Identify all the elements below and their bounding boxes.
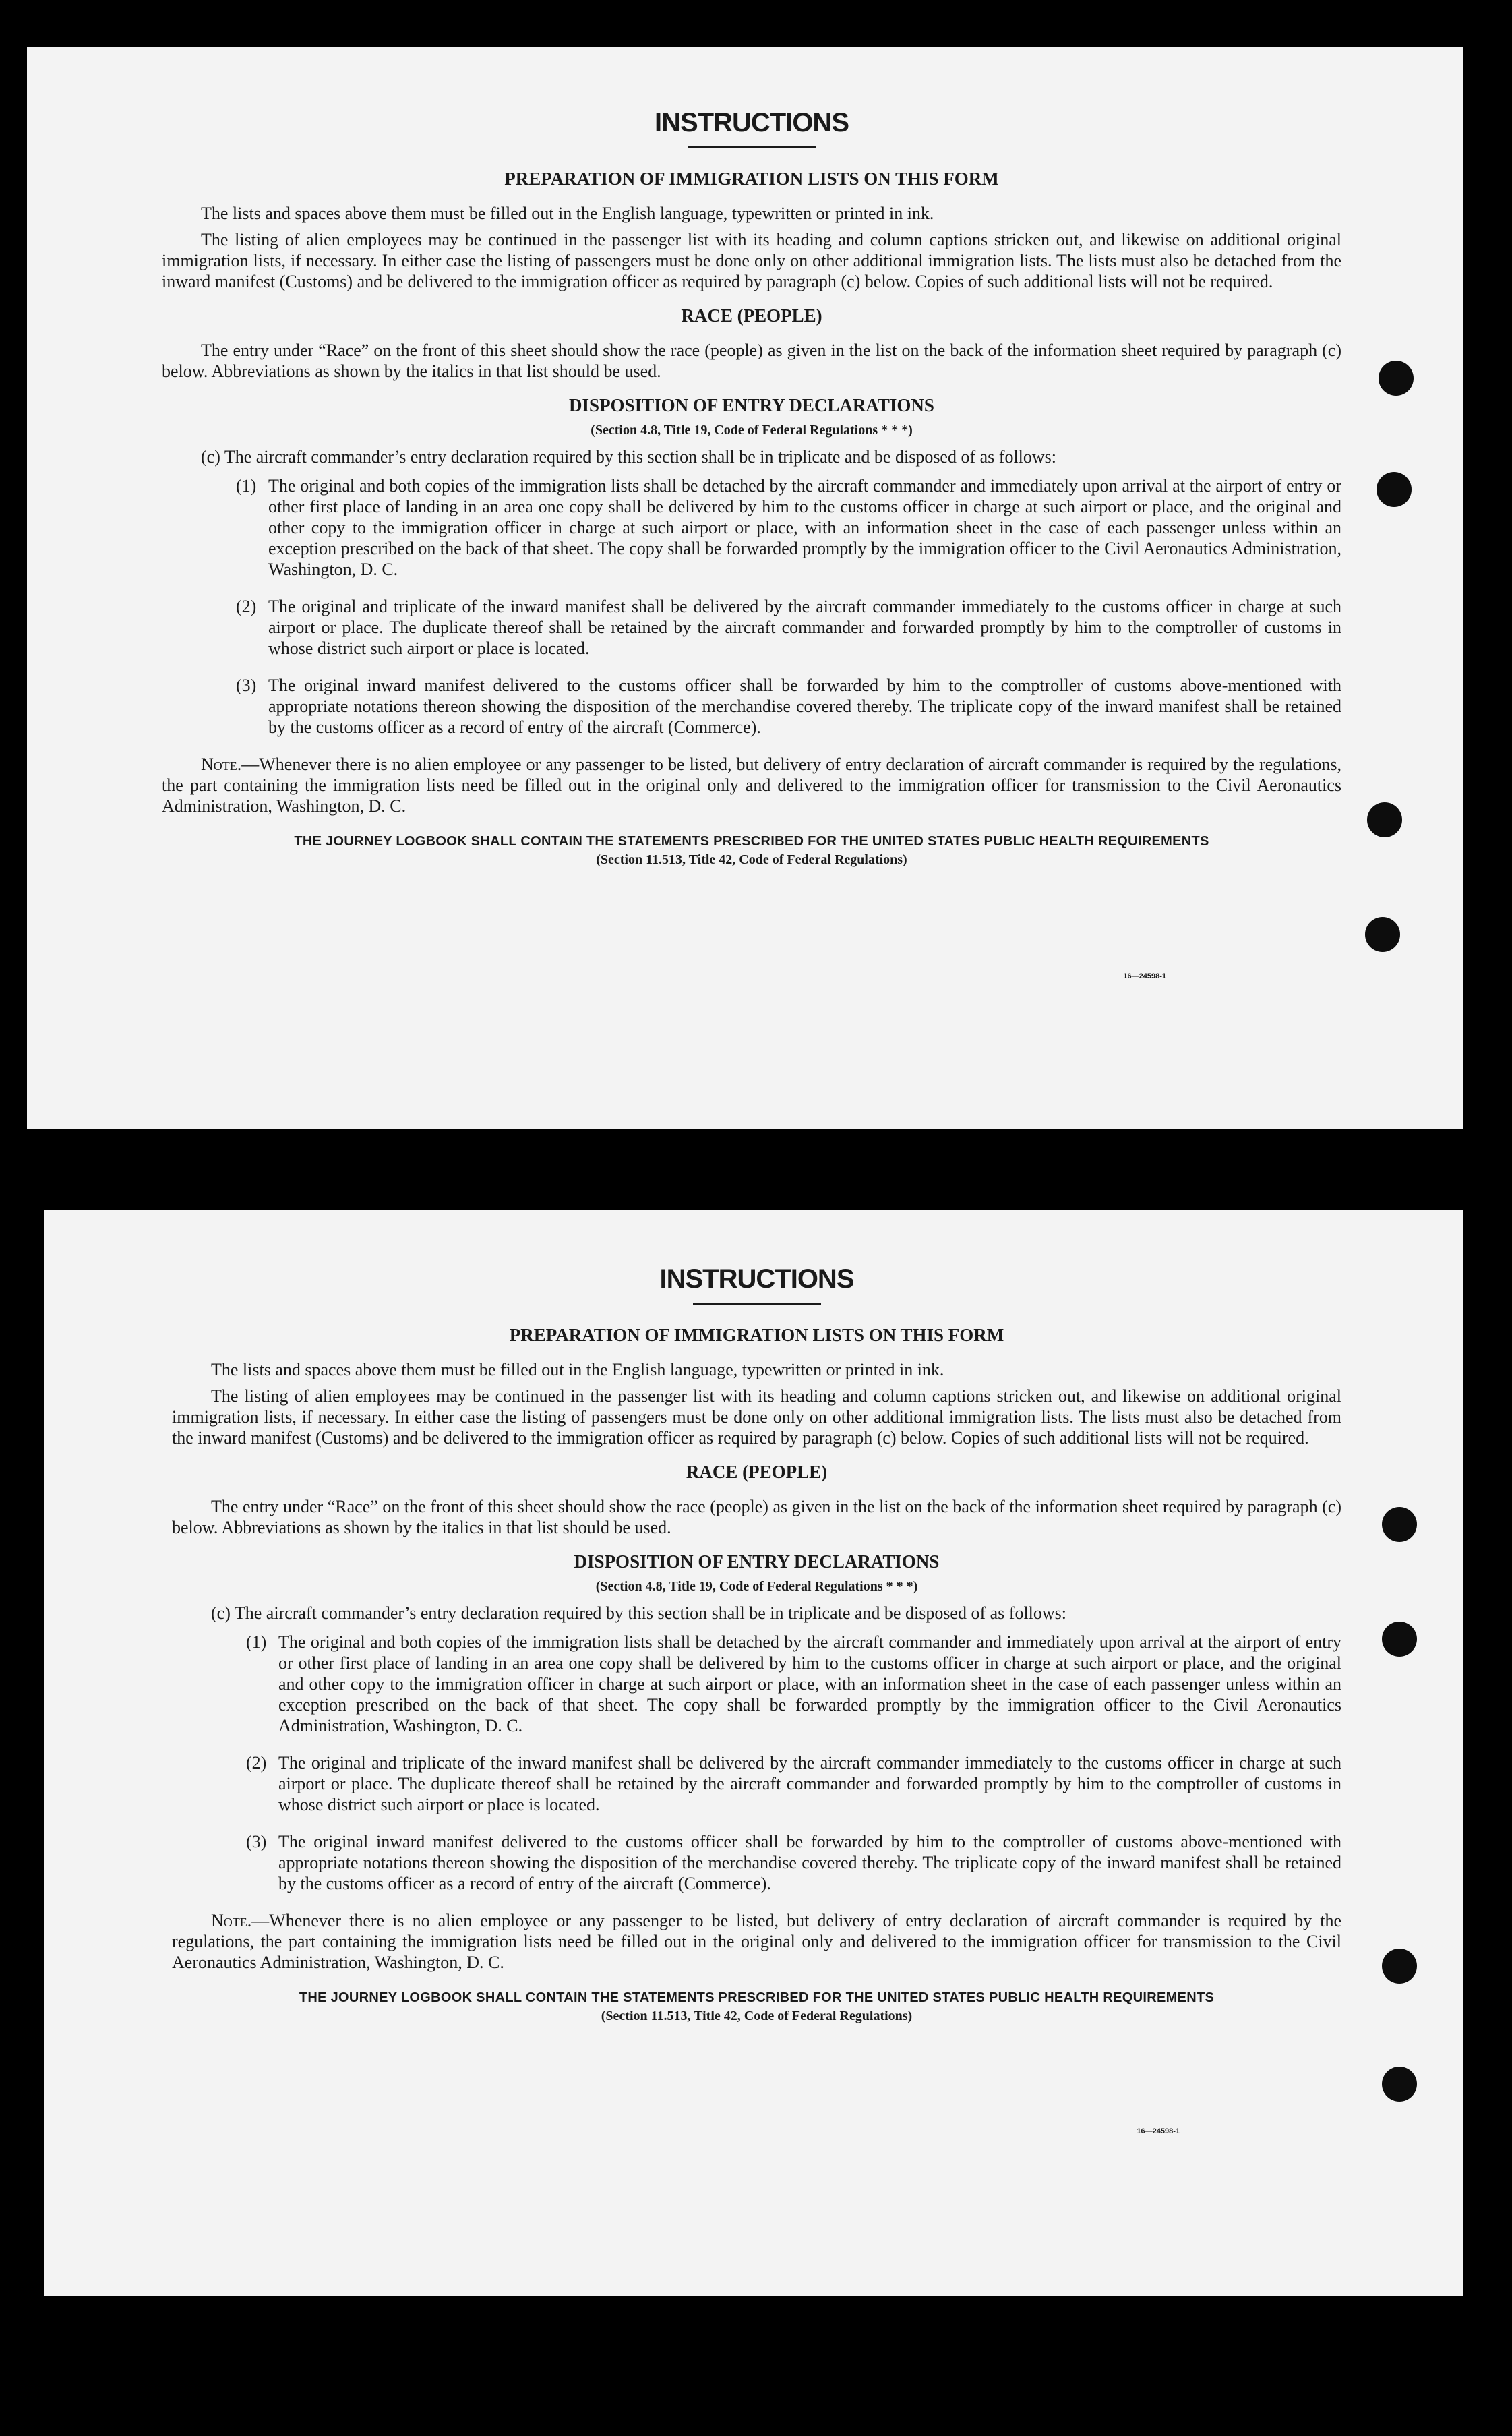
- race-paragraph: The entry under “Race” on the front of this sheet should show the race (people) as given in the list on the back of the information sheet required by paragraph (c) below. Abbreviations as shown by the italics in that list should be used.: [162, 340, 1341, 381]
- sheet-title: INSTRUCTIONS: [659, 1264, 854, 1294]
- note-text: —Whenever there is no alien employee or any passenger to be listed, but delivery of entry declaration of aircraft commander is required by the regulations, the part containing the immigration lists need be filled out in the original only and delivered to the immigration officer for transmission to the Civil Aeronautics Administration, Washington, D. C.: [172, 1911, 1341, 1972]
- disposition-intro: (c) The aircraft commander’s entry declaration required by this section shall be in triplicate and be disposed of as follows:: [211, 1603, 1067, 1623]
- list-item: [162, 596, 1341, 659]
- list-item-text: The original and triplicate of the inward manifest shall be delivered by the aircraft commander immediately to the customs officer in charge at such airport or place. The duplicate thereof shall be retained by the aircraft commander and forwarded promptly by him to the comptroller of customs in whose district such airport or place is located.: [268, 597, 1341, 658]
- list-item-text: The original and triplicate of the inward manifest shall be delivered by the aircraft commander immediately to the customs officer in charge at such airport or place. The duplicate thereof shall be retained by the aircraft commander and forwarded promptly by him to the comptroller of customs in whose district such airport or place is located.: [278, 1753, 1341, 1814]
- sheet-title: INSTRUCTIONS: [655, 108, 849, 138]
- preparation-paragraph-1: The lists and spaces above them must be filled out in the English language, typewritten or printed in ink.: [201, 204, 934, 223]
- list-item-number: (2): [236, 597, 257, 616]
- list-item-text: The original inward manifest delivered to the customs officer shall be forwarded by him to the comptroller of customs above-mentioned with appropriate notations thereon showing the disposition of the merchandise covered thereby. The triplicate copy of the inward manifest shall be retained by the customs officer as a record of entry of the aircraft (Commerce).: [278, 1832, 1341, 1893]
- title-underline: [688, 146, 816, 148]
- disposition-heading: DISPOSITION OF ENTRY DECLARATIONS: [569, 395, 934, 415]
- list-item-number: (2): [246, 1753, 267, 1773]
- punch-hole-icon: [1377, 472, 1412, 507]
- list-item: [162, 675, 1341, 738]
- health-requirements-statement: THE JOURNEY LOGBOOK SHALL CONTAIN THE STATEMENTS PRESCRIBED FOR THE UNITED STATES PUBLIC HEALTH REQUIREMENTS: [299, 1990, 1215, 2005]
- health-requirements-citation: (Section 11.513, Title 42, Code of Federal Regulations): [596, 852, 907, 867]
- list-item: [162, 475, 1341, 580]
- punch-hole-icon: [1367, 802, 1402, 837]
- preparation-paragraph-2: The listing of alien employees may be continued in the passenger list with its heading and column captions stricken out, and likewise on additional original immigration lists, if necessary. In either case the listing of passengers must be done only on other additional immigration lists. The lists must also be detached from the inward manifest (Customs) and be delivered to the immigration officer as required by paragraph (c) below. Copies of such additional lists will not be required.: [172, 1386, 1341, 1448]
- note-label: Note.: [211, 1911, 252, 1930]
- list-item-text: The original and both copies of the immigration lists shall be detached by the aircraft commander and immediately upon arrival at the airport of entry or other first place of landing in an area one copy shall be delivered by him to the customs officer in charge at such airport or place, and the original and other copy to the immigration officer in charge at such airport or place, with an information sheet in the case of each passenger unless within an exception prescribed on the back of that sheet. The copy shall be forwarded promptly by the immigration officer to the Civil Aeronautics Administration, Washington, D. C.: [278, 1632, 1341, 1735]
- disposition-citation: (Section 4.8, Title 19, Code of Federal Regulations * * *): [595, 1579, 918, 1594]
- race-paragraph: The entry under “Race” on the front of this sheet should show the race (people) as given in the list on the back of the information sheet required by paragraph (c) below. Abbreviations as shown by the italics in that list should be used.: [172, 1497, 1341, 1537]
- list-item-number: (3): [236, 676, 257, 695]
- punch-hole-icon: [1382, 1507, 1417, 1542]
- list-item: [172, 1632, 1341, 1736]
- preparation-heading: PREPARATION OF IMMIGRATION LISTS ON THIS FORM: [504, 169, 999, 189]
- punch-hole-icon: [1382, 1949, 1417, 1984]
- note-paragraph: [162, 754, 1341, 816]
- note-paragraph: [172, 1910, 1341, 1973]
- disposition-citation: (Section 4.8, Title 19, Code of Federal Regulations * * *): [591, 423, 913, 438]
- punch-hole-icon: [1382, 1622, 1417, 1657]
- title-underline: [693, 1303, 821, 1305]
- note-label: Note.: [201, 754, 242, 774]
- list-item-number: (1): [246, 1632, 267, 1652]
- form-number: 16—24598-1: [1137, 2127, 1180, 2135]
- instruction-sheet-bottom: [44, 1210, 1463, 2296]
- list-item: [172, 1831, 1341, 1894]
- list-item-text: The original inward manifest delivered to the customs officer shall be forwarded by him to the comptroller of customs above-mentioned with appropriate notations thereon showing the disposition of the merchandise covered thereby. The triplicate copy of the inward manifest shall be retained by the customs officer as a record of entry of the aircraft (Commerce).: [268, 676, 1341, 737]
- race-heading: RACE (PEOPLE): [681, 305, 822, 326]
- health-requirements-citation: (Section 11.513, Title 42, Code of Federal Regulations): [601, 2009, 913, 2023]
- preparation-heading: PREPARATION OF IMMIGRATION LISTS ON THIS FORM: [509, 1325, 1004, 1345]
- form-number: 16—24598-1: [1123, 972, 1166, 980]
- instruction-sheet-top: [27, 47, 1463, 1129]
- note-text: —Whenever there is no alien employee or any passenger to be listed, but delivery of entry declaration of aircraft commander is required by the regulations, the part containing the immigration lists need be filled out in the original only and delivered to the immigration officer for transmission to the Civil Aeronautics Administration, Washington, D. C.: [162, 754, 1341, 816]
- preparation-paragraph-2: The listing of alien employees may be continued in the passenger list with its heading and column captions stricken out, and likewise on additional original immigration lists, if necessary. In either case the listing of passengers must be done only on other additional immigration lists. The lists must also be detached from the inward manifest (Customs) and be delivered to the immigration officer as required by paragraph (c) below. Copies of such additional lists will not be required.: [162, 230, 1341, 291]
- disposition-list: [172, 1632, 1341, 1894]
- race-heading: RACE (PEOPLE): [686, 1462, 828, 1482]
- list-item-number: (1): [236, 476, 257, 496]
- preparation-paragraph-1: The lists and spaces above them must be filled out in the English language, typewritten or printed in ink.: [211, 1360, 944, 1379]
- punch-hole-icon: [1379, 361, 1414, 396]
- punch-hole-icon: [1365, 917, 1400, 952]
- list-item: [172, 1752, 1341, 1815]
- list-item-text: The original and both copies of the immigration lists shall be detached by the aircraft commander and immediately upon arrival at the airport of entry or other first place of landing in an area one copy shall be delivered by him to the customs officer in charge at such airport or place, and the original and other copy to the immigration officer in charge at such airport or place, with an information sheet in the case of each passenger unless within an exception prescribed on the back of that sheet. The copy shall be forwarded promptly by the immigration officer to the Civil Aeronautics Administration, Washington, D. C.: [268, 476, 1341, 579]
- health-requirements-statement: THE JOURNEY LOGBOOK SHALL CONTAIN THE STATEMENTS PRESCRIBED FOR THE UNITED STATES PUBLIC HEALTH REQUIREMENTS: [294, 834, 1209, 849]
- disposition-list: [162, 475, 1341, 738]
- punch-hole-icon: [1382, 2067, 1417, 2102]
- disposition-heading: DISPOSITION OF ENTRY DECLARATIONS: [574, 1551, 940, 1572]
- disposition-intro: (c) The aircraft commander’s entry declaration required by this section shall be in triplicate and be disposed of as follows:: [201, 447, 1057, 467]
- list-item-number: (3): [246, 1832, 267, 1851]
